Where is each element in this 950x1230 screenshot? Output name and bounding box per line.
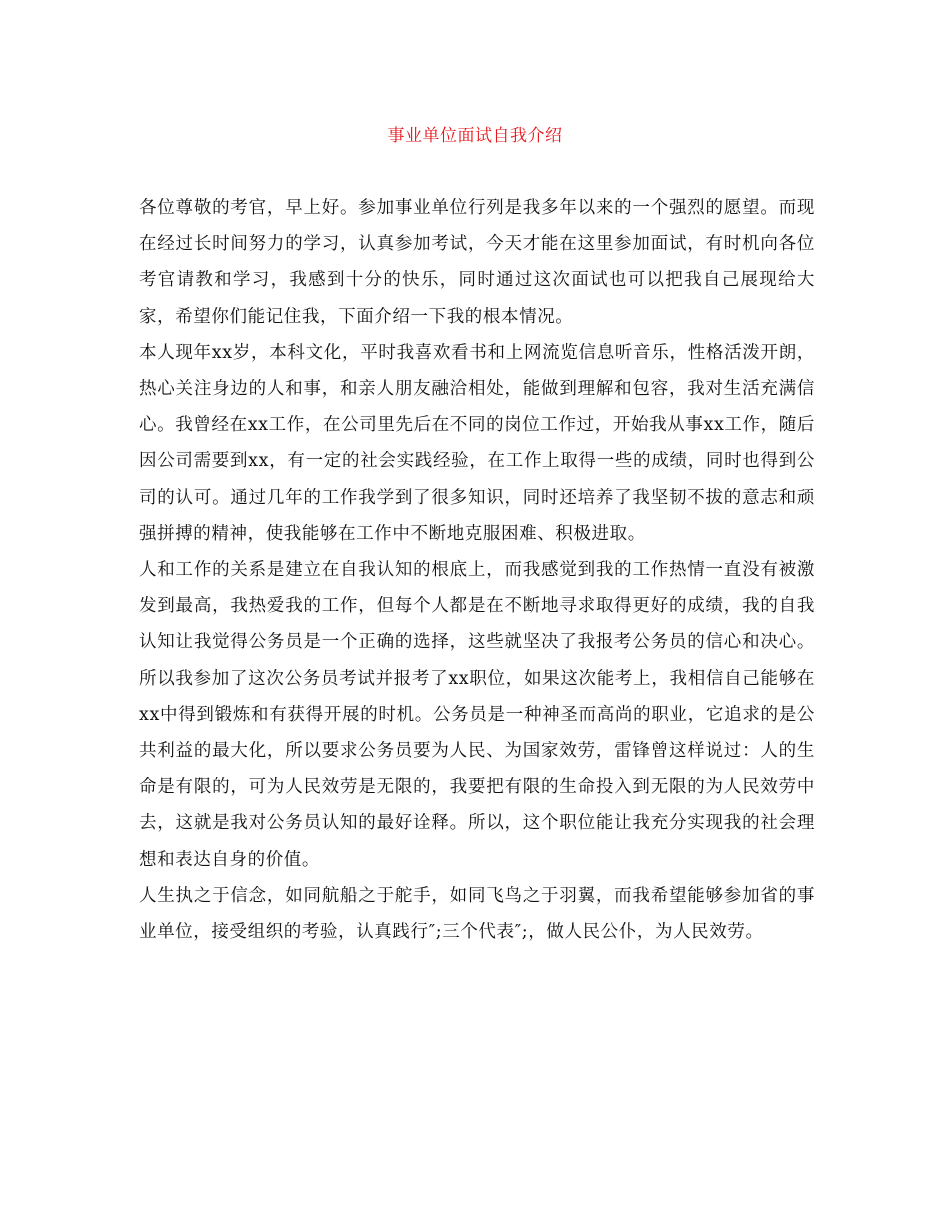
document-title: 事业单位面试自我介绍 [387, 126, 563, 146]
paragraph-background: 本人现年xx岁，本科文化，平时我喜欢看书和上网流览信息听音乐，性格活泼开朗，热心关注身边的人和事，和亲人朋友融洽相处，能做到理解和包容，我对生活充满信心。我曾经在xx工作，在公司里先后在不同的岗位工作过，开始我从事xx工作，随后因公司需要到xx，有一定的社会实践经验，在工作上取得一些的成绩，同时也得到公司的认可。通过几年的工作我学到了很多知识，同时还培养了我坚韧不拔的意志和顽强拼搏的精神，使我能够在工作中不断地克服困难、积极进取。 [139, 342, 815, 544]
paragraph-motivation: 人和工作的关系是建立在自我认知的根底上，而我感觉到我的工作热情一直没有被激发到最高，我热爱我的工作，但每个人都是在不断地寻求取得更好的成绩，我的自我认知让我觉得公务员是一个正确的选择，这些就坚决了我报考公务员的信心和决心。所以我参加了这次公务员考试并报考了xx职位，如果这次能考上，我相信自己能够在xx中得到锻炼和有获得开展的时机。公务员是一种神圣而高尚的职业，它追求的是公共利益的最大化，所以要求公务员要为人民、为国家效劳，雷锋曾这样说过：人的生命是有限的，可为人民效劳是无限的，我要把有限的生命投入到无限的为人民效劳中去，这就是我对公务员认知的最好诠释。所以，这个职位能让我充分实现我的社会理想和表达自身的价值。 [139, 560, 815, 870]
paragraph-greeting: 各位尊敬的考官，早上好。参加事业单位行列是我多年以来的一个强烈的愿望。而现在经过长时间努力的学习，认真参加考试，今天才能在这里参加面试，有时机向各位考官请教和学习，我感到十分的快乐，同时通过这次面试也可以把我自己展现给大家，希望你们能记住我，下面介绍一下我的根本情况。 [139, 198, 815, 327]
paragraph-conclusion: 人生执之于信念，如同航船之于舵手，如同飞鸟之于羽翼，而我希望能够参加省的事业单位，接受组织的考验，认真践行″;三个代表″;，做人民公仆，为人民效劳。 [139, 885, 815, 943]
document-body [139, 190, 815, 950]
